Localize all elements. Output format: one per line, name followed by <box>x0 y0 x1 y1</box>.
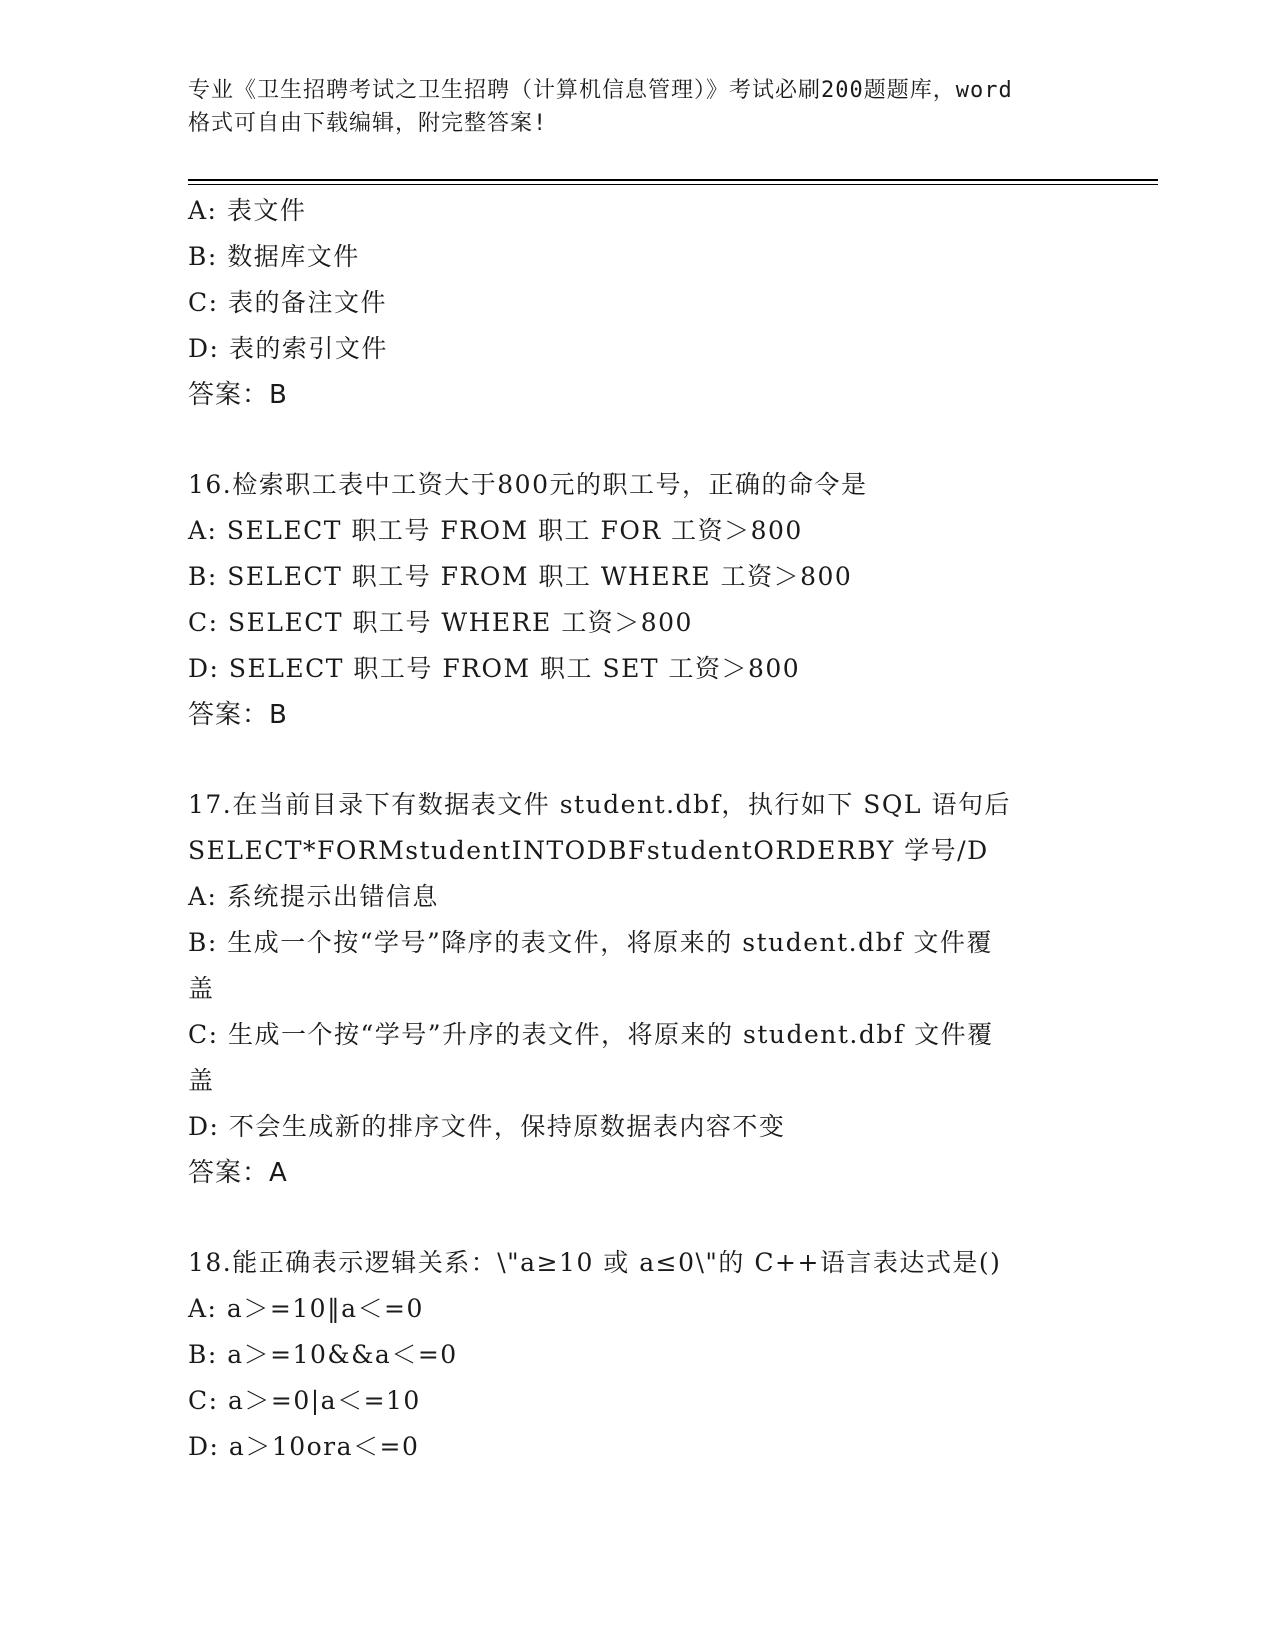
spacer <box>188 738 1088 782</box>
question-18 <box>188 1240 1088 1470</box>
option-b: B: SELECT 职工号 FROM 职工 WHERE 工资＞800 <box>188 562 853 591</box>
question-stem: 16.检索职工表中工资大于800元的职工号，正确的命令是 <box>188 470 868 499</box>
option-c: C: a＞=0|a＜=10 <box>188 1386 421 1415</box>
question-15 <box>188 188 1088 418</box>
option-a: A: 系统提示出错信息 <box>188 882 439 911</box>
option-c: C: 生成一个按“学号”升序的表文件，将原来的 student.dbf 文件覆 <box>188 1020 994 1049</box>
spacer <box>188 1196 1088 1240</box>
question-17 <box>188 782 1088 1196</box>
header-line-2: 格式可自由下载编辑，附完整答案! <box>188 111 548 136</box>
option-a: A: a＞=10‖a＜=0 <box>188 1294 424 1323</box>
answer: 答案：A <box>188 1158 288 1188</box>
answer: 答案：B <box>188 380 288 410</box>
question-16 <box>188 462 1088 738</box>
option-a: A: SELECT 职工号 FROM 职工 FOR 工资＞800 <box>188 516 803 545</box>
question-stem: 18.能正确表示逻辑关系：\"a≥10 或 a≤0\"的 C++语言表达式是() <box>188 1248 1002 1277</box>
answer: 答案：B <box>188 700 288 730</box>
header-divider-thin <box>188 184 1158 185</box>
question-stem: 17.在当前目录下有数据表文件 student.dbf，执行如下 SQL 语句后 <box>188 790 1011 819</box>
option-d: D: SELECT 职工号 FROM 职工 SET 工资＞800 <box>188 654 801 683</box>
option-d: D: 表的索引文件 <box>188 334 388 363</box>
option-a: A: 表文件 <box>188 196 307 225</box>
document-header <box>188 74 1088 140</box>
header-line-1: 专业《卫生招聘考试之卫生招聘（计算机信息管理）》考试必刷200题题库，word <box>188 78 1013 103</box>
question-stem-continued: SELECT*FORMstudentINTODBFstudentORDERBY 学号/D <box>188 836 989 865</box>
question-content <box>188 188 1088 1470</box>
option-d: D: a＞10ora＜=0 <box>188 1432 420 1461</box>
option-b: B: 生成一个按“学号”降序的表文件，将原来的 student.dbf 文件覆 <box>188 928 993 957</box>
option-c-continued: 盖 <box>188 1066 215 1095</box>
header-divider-thick <box>188 179 1158 181</box>
spacer <box>188 418 1088 462</box>
option-d: D: 不会生成新的排序文件，保持原数据表内容不变 <box>188 1112 786 1141</box>
option-c: C: 表的备注文件 <box>188 288 387 317</box>
option-c: C: SELECT 职工号 WHERE 工资＞800 <box>188 608 693 637</box>
option-b: B: a＞=10&&a＜=0 <box>188 1340 458 1369</box>
option-b-continued: 盖 <box>188 974 215 1003</box>
option-b: B: 数据库文件 <box>188 242 360 271</box>
